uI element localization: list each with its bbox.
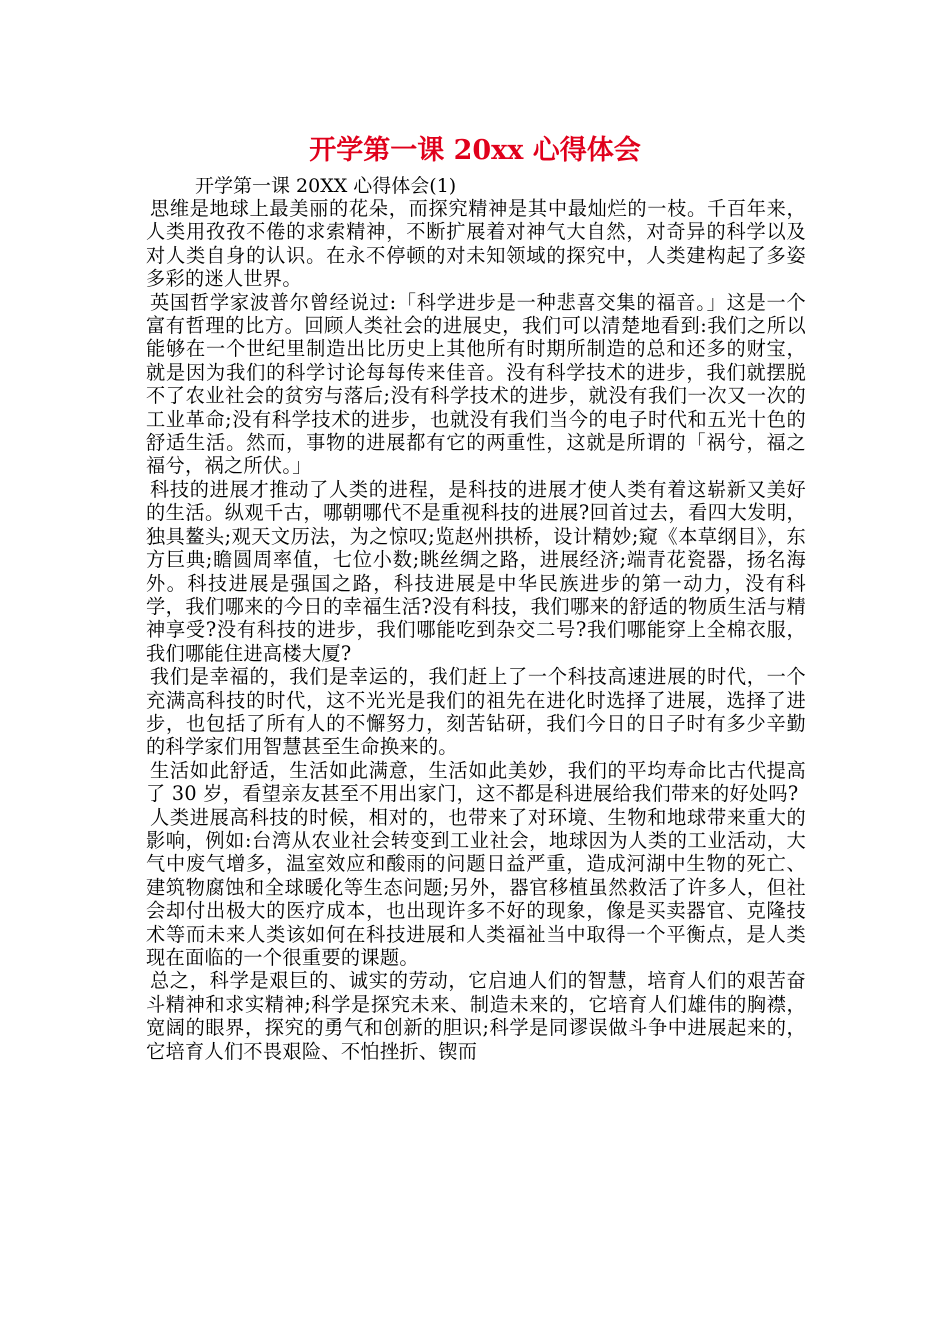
paragraph-6: 人类进展高科技的时候，相对的，也带来了对环境、生物和地球带来重大的影响，例如:台湾从农业社会转变到工业社会，地球因为人类的工业活动，大气中废气增多，温室效应和酸雨的问题日益严重，造成河湖中生物的死亡、建筑物腐蚀和全球暖化等生态问题;另外，器官移植虽然救活了许多人，但社会却付出极大的医疗成本，也出现许多不好的现象，像是买卖器官、克隆技术等而未来人类该如何在科技进展和人类福祉当中取得一个平衡点，是人类现在面临的一个很重要的课题。 — [146, 805, 806, 969]
document-subtitle: 开学第一课 20XX 心得体会(1) — [195, 175, 457, 197]
paragraph-4: 我们是幸福的，我们是幸运的，我们赶上了一个科技高速进展的时代，一个充满高科技的时代，这不光光是我们的祖先在进化时选择了进展，选择了进步，也包括了所有人的不懈努力，刻苦钻研，我们今日的日子时有多少辛勤的科学家们用智慧甚至生命换来的。 — [146, 665, 806, 759]
paragraph-1: 思维是地球上最美丽的花朵，而探究精神是其中最灿烂的一枝。千百年来，人类用孜孜不倦的求索精神，不断扩展着对神气大自然，对奇异的科学以及对人类自身的认识。在永不停顿的对未知领域的探究中，人类建构起了多姿多彩的迷人世界。 — [146, 197, 806, 291]
paragraph-5: 生活如此舒适，生活如此满意，生活如此美妙，我们的平均寿命比古代提高了 30 岁，看望亲友甚至不用出家门，这不都是科进展给我们带来的好处吗? — [146, 758, 806, 806]
paragraph-2: 英国哲学家波普尔曾经说过:「科学进步是一种悲喜交集的福音。」这是一个富有哲理的比方。回顾人类社会的进展史，我们可以清楚地看到:我们之所以能够在一个世纪里制造出比历史上其他所有时期所制造的总和还多的财宝，就是因为我们的科学讨论每每传来佳音。没有科学技术的进步，我们就摆脱不了农业社会的贫穷与落后;没有科学技术的进步，就没有我们一次又一次的工业革命;没有科学技术的进步，也就没有我们当今的电子时代和五光十色的舒适生活。然而，事物的进展都有它的两重性，这就是所谓的「祸兮，福之福兮，祸之所伏。」 — [146, 290, 806, 478]
paragraph-3: 科技的进展才推动了人类的进程，是科技的进展才使人类有着这崭新又美好的生活。纵观千古，哪朝哪代不是重视科技的进展?回首过去，看四大发明，独具鳌头;观天文历法，为之惊叹;览赵州拱桥，设计精妙;窥《本草纲目》，东方巨典;瞻圆周率值，七位小数;眺丝绸之路，进展经济;端青花瓷器，扬名海外。科技进展是强国之路，科技进展是中华民族进步的第一动力，没有科学，我们哪来的今日的幸福生活?没有科技，我们哪来的舒适的物质生活与精神享受?没有科技的进步，我们哪能吃到杂交二号?我们哪能穿上全棉衣服，我们哪能住进高楼大厦? — [146, 477, 806, 665]
document-body — [146, 197, 806, 1063]
paragraph-7: 总之，科学是艰巨的、诚实的劳动，它启迪人们的智慧，培育人们的艰苦奋斗精神和求实精神;科学是探究未来、制造未来的，它培育人们雄伟的胸襟，宽阔的眼界，探究的勇气和创新的胆识;科学是同谬误做斗争中进展起来的，它培育人们不畏艰险、不怕挫折、锲而 — [146, 969, 806, 1063]
document-title: 开学第一课 20xx 心得体会 — [309, 135, 641, 166]
